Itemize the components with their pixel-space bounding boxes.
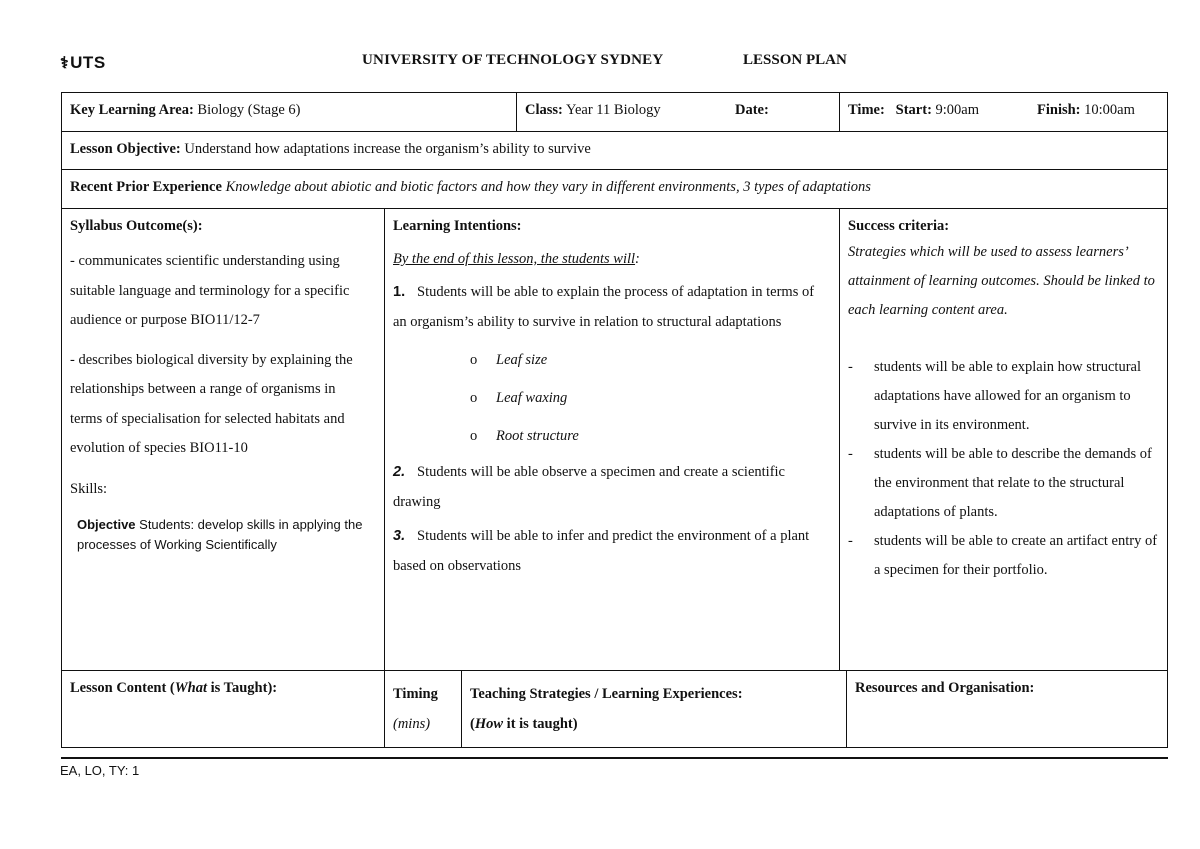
start-label: Start: (895, 102, 932, 118)
intentions-intro-colon: : (635, 251, 640, 267)
success-heading: Success criteria: (848, 218, 950, 234)
skill-objective (70, 515, 376, 555)
uts-logo-mark: ⚕ (60, 55, 70, 72)
time-cell (839, 92, 1168, 132)
teaching-strategies-header (461, 670, 847, 748)
success-description: Strategies which will be used to assess learners’ attainment of learning outcomes. Should be linked to each learning content area. (848, 244, 1155, 318)
strategies-label: Teaching Strategies / Learning Experiences: (470, 686, 743, 702)
how-word: How (474, 716, 504, 732)
content-label-post: is Taught): (206, 680, 278, 696)
subitem-text: Leaf size (496, 352, 548, 368)
prior-value: Knowledge about abiotic and biotic factors and how they vary in different environments, 3 types of adaptations (221, 179, 871, 195)
timing-header (384, 670, 462, 748)
time-label: Time: (848, 102, 885, 118)
intention-item-2 (393, 457, 831, 517)
syllabus-outcome-2b: terms of specialisation for selected habitats and evolution of species BIO11-10 (70, 410, 345, 456)
how-pre: ( (470, 716, 475, 732)
footer-text: EA, LO, TY: 1 (60, 763, 140, 778)
skills-label: Skills: (70, 480, 108, 497)
uts-logo-text: UTS (70, 53, 106, 72)
intention-text: Students will be able observe a specimen and create a scientific drawing (393, 464, 785, 510)
success-item-1 (848, 353, 1159, 440)
bullet-circle-icon: o (470, 428, 478, 444)
intention-num: 2. (393, 464, 406, 480)
dash-bullet: - (848, 446, 853, 462)
skill-objective-value: Students: develop skills in applying the processes of Working Scientifically (77, 516, 363, 552)
intention-text: Students will be able to explain the process of adaptation in terms of an organism’s ability to survive in relation to structural adaptations (393, 284, 815, 330)
intention-subitem (393, 417, 831, 455)
intention-subitem (393, 341, 831, 379)
finish-label: Finish: (1037, 102, 1081, 118)
resources-label: Resources and Organisation: (855, 680, 1035, 696)
content-label-pre: Lesson Content ( (70, 680, 175, 696)
kla-label: Key Learning Area: (70, 102, 194, 118)
syllabus-outcome-1: - communicates scientific understanding using suitable language and terminology for a specific audience or purpose BIO11/12-7 (70, 253, 350, 328)
success-list (848, 353, 1159, 585)
dash-bullet: - (848, 359, 853, 375)
content-label-what: What (174, 680, 207, 696)
intentions-intro: By the end of this lesson, the students will (393, 251, 636, 267)
class-date-cell (516, 92, 840, 132)
objective-label: Lesson Objective: (70, 141, 181, 157)
lesson-objective-cell (61, 131, 1168, 170)
success-text: students will be able to create an artifact entry of a specimen for their portfolio. (874, 533, 1158, 578)
success-text: students will be able to describe the demands of the environment that relate to the structural adaptations of plants. (874, 446, 1152, 520)
success-item-2 (848, 440, 1159, 527)
lesson-content-header (61, 670, 385, 748)
subitem-text: Leaf waxing (496, 390, 568, 406)
how-post: it is taught) (503, 716, 578, 732)
finish-value: 10:00am (1080, 102, 1135, 118)
prior-label: Recent Prior Experience (70, 179, 222, 195)
intention-item-3 (393, 521, 831, 581)
syllabus-outcomes-cell (61, 208, 385, 671)
intention-num: 1. (393, 284, 406, 300)
class-value: Year 11 Biology (562, 102, 661, 118)
footer-divider (61, 757, 1168, 759)
uts-logo (60, 53, 106, 73)
resources-header (846, 670, 1168, 748)
kla-value: Biology (Stage 6) (193, 102, 301, 118)
skill-objective-label: Objective (77, 516, 136, 532)
success-criteria-cell (839, 208, 1168, 671)
intention-text: Students will be able to infer and predict the environment of a plant based on observations (393, 528, 810, 574)
class-label: Class: (525, 102, 563, 118)
key-learning-area-cell (61, 92, 517, 132)
prior-experience-cell (61, 169, 1168, 209)
subitem-text: Root structure (496, 428, 579, 444)
syllabus-outcome-2a: - describes biological diversity by explaining the relationships between a range of organisms in (70, 351, 353, 397)
timing-label: Timing (393, 686, 438, 702)
intentions-heading: Learning Intentions: (393, 218, 522, 234)
bullet-circle-icon: o (470, 352, 478, 368)
learning-intentions-cell (384, 208, 840, 671)
lesson-plan-table (61, 92, 1168, 748)
syllabus-heading: Syllabus Outcome(s): (70, 218, 203, 234)
objective-value: Understand how adaptations increase the organism’s ability to survive (180, 141, 591, 157)
document-type: LESSON PLAN (743, 52, 847, 68)
bullet-circle-icon: o (470, 390, 478, 406)
intention-subitem (393, 379, 831, 417)
intention-item-1 (393, 277, 831, 337)
success-item-3 (848, 527, 1159, 585)
success-text: students will be able to explain how structural adaptations have allowed for an organism to survive in its environment. (874, 359, 1141, 433)
timing-unit: (mins) (393, 716, 431, 732)
institution-name: UNIVERSITY OF TECHNOLOGY SYDNEY (362, 52, 664, 68)
dash-bullet: - (848, 533, 853, 549)
date-label: Date: (735, 102, 769, 118)
start-value: 9:00am (931, 102, 980, 118)
intention-num: 3. (393, 528, 406, 544)
